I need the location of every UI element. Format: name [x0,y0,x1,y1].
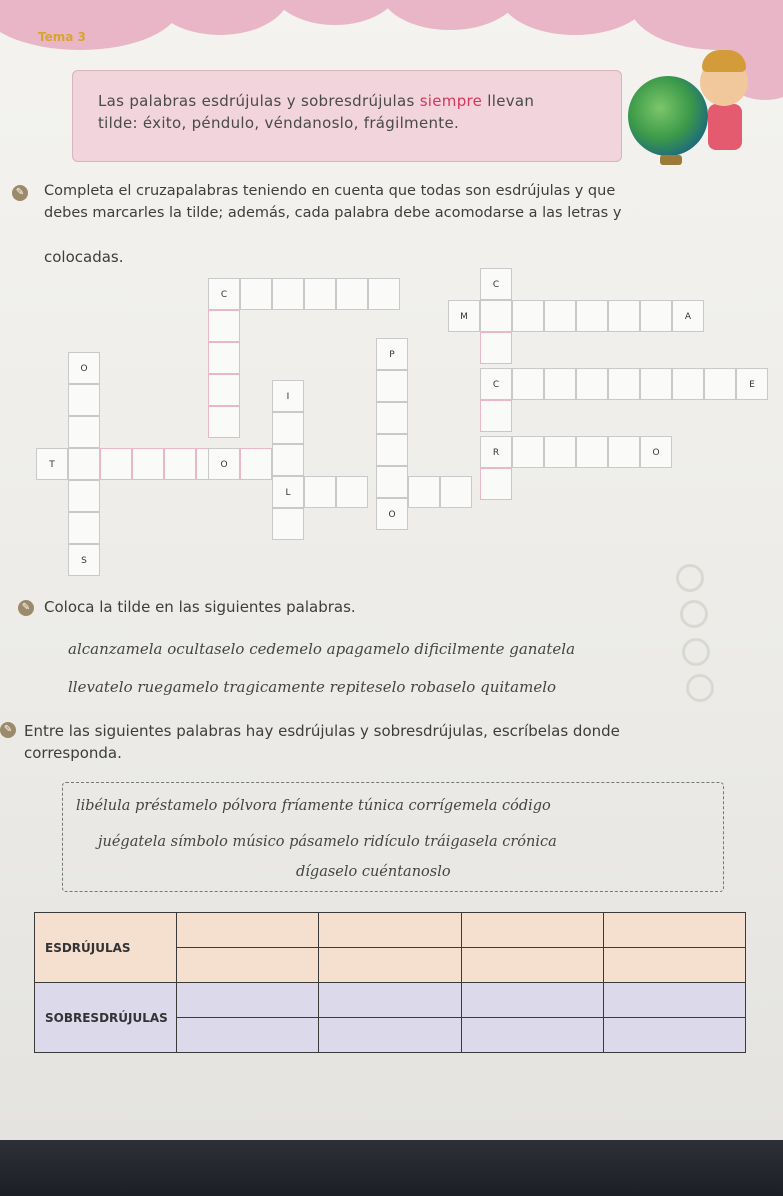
activity-icon: ✎ [0,722,16,738]
crossword-cell[interactable] [208,342,240,374]
crossword-cell[interactable] [608,300,640,332]
answer-cell[interactable] [319,948,461,983]
crossword-cell[interactable] [336,476,368,508]
crossword-cell[interactable]: O [208,448,240,480]
word-bank-line3: dígaselo cuéntanoslo [296,864,451,880]
answer-cell[interactable] [603,1018,745,1053]
activity1-line3: colocadas. [44,248,124,266]
word-bank-line2: juégatela símbolo músico pásamelo ridículo tráigasela crónica [98,834,557,850]
answer-cell[interactable] [461,1018,603,1053]
activity3-line1: Entre las siguientes palabras hay esdrújulas y sobresdrújulas, escríbelas donde [24,722,620,740]
topic-tag: Tema 3 [38,30,86,44]
crossword-cell[interactable] [608,368,640,400]
answer-cell[interactable] [603,913,745,948]
crossword-cell[interactable] [576,368,608,400]
crossword-cell[interactable]: O [68,352,100,384]
decorative-circle [680,600,708,628]
answer-cell[interactable] [319,1018,461,1053]
answer-cell[interactable] [319,913,461,948]
row-label-esdrujulas: ESDRÚJULAS [35,913,177,983]
crossword-cell[interactable] [408,476,440,508]
crossword-cell[interactable]: T [36,448,68,480]
activity2-title: Coloca la tilde en las siguientes palabras. [44,598,356,616]
crossword-cell[interactable]: C [480,368,512,400]
crossword-cell[interactable] [480,468,512,500]
table-row-esdrujulas [35,913,746,948]
answer-cell[interactable] [603,983,745,1018]
crossword-cell[interactable]: P [376,338,408,370]
answer-cell[interactable] [461,948,603,983]
crossword-cell[interactable] [240,278,272,310]
crossword-cell[interactable]: R [480,436,512,468]
classification-table [34,912,746,1053]
answer-cell[interactable] [461,913,603,948]
crossword-cell[interactable]: C [480,268,512,300]
child-illustration-body [708,104,742,150]
crossword-cell[interactable] [480,300,512,332]
crossword-cell[interactable]: E [736,368,768,400]
row-label-sobresdrujulas: SOBRESDRÚJULAS [35,983,177,1053]
activity3-line2: corresponda. [24,744,122,762]
crossword-cell[interactable] [304,476,336,508]
crossword-cell[interactable] [272,444,304,476]
crossword-cell[interactable]: O [376,498,408,530]
crossword-cell[interactable] [272,508,304,540]
crossword-cell[interactable] [208,406,240,438]
answer-cell[interactable] [177,913,319,948]
activity2-words-line1: alcanzamela ocultaselo cedemelo apagamelo dificilmente ganatela [68,640,576,658]
activity1-line1: Completa el cruzapalabras teniendo en cuenta que todas son esdrújulas y que [44,183,616,199]
crossword-cell[interactable]: L [272,476,304,508]
answer-cell[interactable] [319,983,461,1018]
crossword-cell[interactable] [544,368,576,400]
crossword-cell[interactable] [480,332,512,364]
desk-surface [0,1140,783,1196]
crossword-cell[interactable] [272,412,304,444]
answer-cell[interactable] [177,983,319,1018]
crossword-cell[interactable] [68,480,100,512]
crossword-cell[interactable] [608,436,640,468]
table-row-sobresdrujulas [35,983,746,1018]
rule-text: Las palabras esdrújulas y sobresdrújulas siempre llevan tilde: éxito, péndulo, véndanoslo, frágilmente. [98,92,535,132]
crossword-cell[interactable] [672,368,704,400]
crossword-cell[interactable] [704,368,736,400]
crossword-cell[interactable] [640,300,672,332]
globe-stand [660,155,682,165]
word-bank-line1: libélula préstamelo pólvora fríamente túnica corrígemela código [76,798,551,814]
crossword-cell[interactable] [240,448,272,480]
crossword-cell[interactable]: O [640,436,672,468]
crossword-cell[interactable] [272,278,304,310]
activity2-words-line2: llevatelo ruegamelo tragicamente repiteselo robaselo quitamelo [68,678,557,696]
child-illustration-hair [702,50,746,72]
crossword-cell[interactable] [376,402,408,434]
crossword-cell[interactable] [164,448,196,480]
crossword-cell[interactable]: C [208,278,240,310]
crossword-cell[interactable] [68,448,100,480]
crossword-cell[interactable] [304,278,336,310]
decorative-circle [682,638,710,666]
crossword-cell[interactable] [544,300,576,332]
crossword-cell[interactable] [68,512,100,544]
crossword-cell[interactable] [208,374,240,406]
globe-illustration [628,76,708,156]
crossword-cell[interactable]: S [68,544,100,576]
activity-icon: ✎ [18,600,34,616]
answer-cell[interactable] [177,1018,319,1053]
answer-cell[interactable] [177,948,319,983]
crossword-cell[interactable] [512,300,544,332]
crossword-cell[interactable] [208,310,240,342]
rule-highlight: siempre [419,92,483,110]
crossword-cell[interactable] [576,436,608,468]
answer-cell[interactable] [603,948,745,983]
crossword-cell[interactable]: I [272,380,304,412]
crossword-cell[interactable] [376,434,408,466]
activity-icon: ✎ [12,185,28,201]
crossword-cell[interactable]: A [672,300,704,332]
answer-cell[interactable] [461,983,603,1018]
crossword-cell[interactable] [576,300,608,332]
decorative-circle [676,564,704,592]
decorative-circle [686,674,714,702]
crossword-cell[interactable] [100,448,132,480]
crossword-cell[interactable] [368,278,400,310]
crossword-cell[interactable] [376,466,408,498]
activity1-line2: debes marcarles la tilde; además, cada palabra debe acomodarse a las letras y [44,205,622,221]
crossword-cell[interactable] [512,368,544,400]
crossword-cell[interactable] [336,278,368,310]
crossword-cell[interactable] [440,476,472,508]
crossword-cell[interactable] [640,368,672,400]
crossword-cell[interactable] [544,436,576,468]
crossword-cell[interactable] [132,448,164,480]
crossword-cell[interactable] [68,384,100,416]
crossword-cell[interactable] [480,400,512,432]
crossword-cell[interactable] [376,370,408,402]
crossword-cell[interactable] [512,436,544,468]
crossword-cell[interactable] [68,416,100,448]
crossword-cell[interactable]: M [448,300,480,332]
